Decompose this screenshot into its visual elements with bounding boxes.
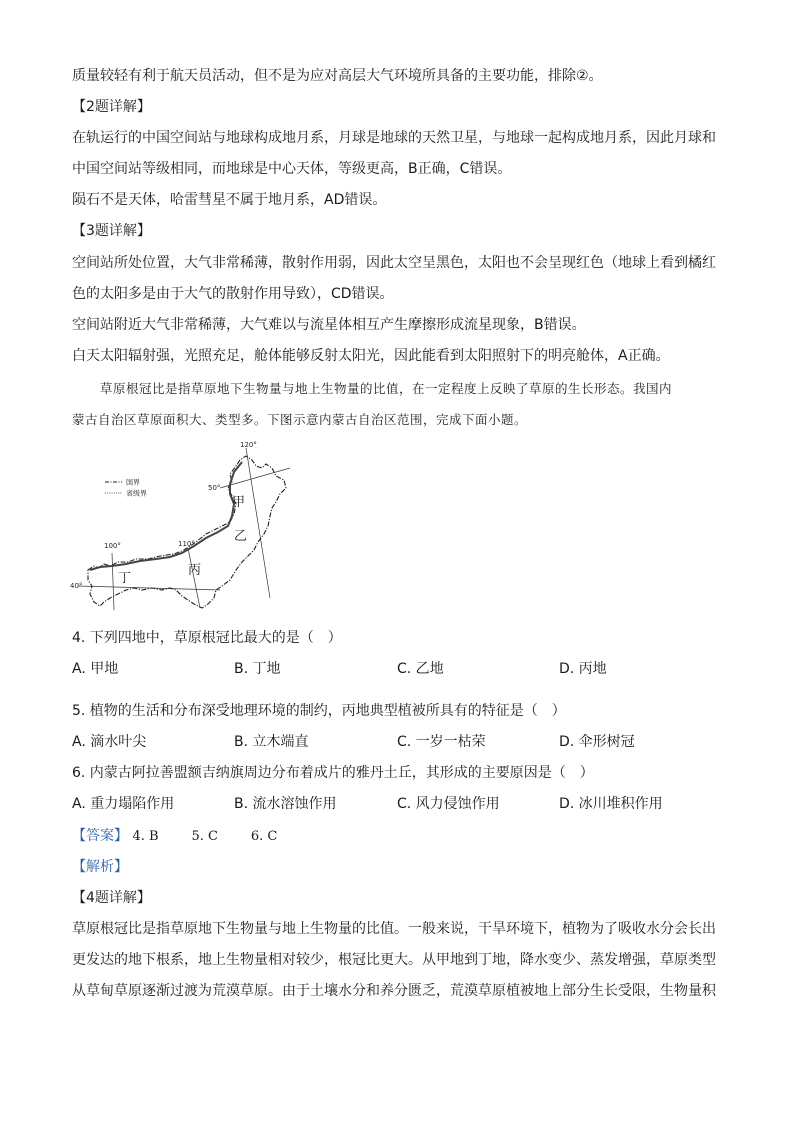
legend-provincial-border-label: 省级界 <box>126 489 147 498</box>
line-p2a: 在轨运行的中国空间站与地球构成地月系，月球是地球的天然卫星，与地球一起构成地月系，因此月球和 <box>72 130 716 146</box>
question-6-stem: 6. 内蒙古阿拉善盟额吉纳旗周边分布着成片的雅丹土丘，其形成的主要原因是（ ） <box>72 765 594 781</box>
inner-mongolia-map <box>70 438 310 623</box>
meridian-100 <box>112 553 114 610</box>
line-p1: 质量较轻有利于航天员活动，但不是为应对高层大气环境所具备的主要功能，排除②。 <box>72 68 603 84</box>
answer-6: 6. C <box>250 829 278 844</box>
line-p2b: 中国空间站等级相同，而地球是中心天体，等级更高，B正确，C错误。 <box>72 161 512 177</box>
meridian-120 <box>246 448 270 598</box>
parallel-40 <box>78 586 220 590</box>
detail4-line-1: 草原根冠比是指草原地下生物量与地上生物量的比值。一般来说，干旱环境下，植物为了吸收水分会长出 <box>72 921 716 937</box>
map-svg <box>70 438 310 623</box>
q5-option-d: D. 伞形树冠 <box>559 734 635 750</box>
q4-option-a: A. 甲地 <box>72 661 119 677</box>
place-yi: 乙 <box>234 529 248 544</box>
tick-100: 100° <box>104 542 121 550</box>
q4-option-c: C. 乙地 <box>397 661 444 677</box>
legend-national-border-label: 国界 <box>126 478 140 487</box>
question-5-stem: 5. 植物的生活和分布深受地理环境的制约，丙地典型植被所具有的特征是（ ） <box>72 703 566 719</box>
meridian-110 <box>188 548 200 608</box>
heading-q4-detail: 【4题详解】 <box>72 890 151 906</box>
place-bing: 丙 <box>188 563 202 578</box>
line-p3a: 空间站所处位置，大气非常稀薄，散射作用弱，因此太空呈黑色，太阳也不会呈现红色（地球上看到橘红 <box>72 255 716 271</box>
q6-option-c: C. 风力侵蚀作用 <box>397 796 500 812</box>
place-ding: 丁 <box>118 571 132 586</box>
analysis-label: 【解析】 <box>72 859 128 875</box>
heading-q3-detail: 【3题详解】 <box>72 223 151 239</box>
q5-option-b: B. 立木端直 <box>234 734 309 750</box>
intro-line-b: 蒙古自治区草原面积大、类型多。下图示意内蒙古自治区范围，完成下面小题。 <box>72 412 528 427</box>
heading-q2-detail: 【2题详解】 <box>72 99 151 115</box>
answer-5: 5. C <box>191 829 218 844</box>
q4-option-b: B. 丁地 <box>234 661 281 677</box>
intro-line-a: 草原根冠比是指草原地下生物量与地上生物量的比值，在一定程度上反映了草原的生长形态。我国内 <box>100 381 673 396</box>
q6-option-d: D. 冰川堆积作用 <box>559 796 663 812</box>
tick-40: 40° <box>70 582 83 590</box>
tick-110: 110° <box>178 540 195 548</box>
answer-row <box>72 826 277 847</box>
q5-option-a: A. 滴水叶尖 <box>72 734 147 750</box>
answer-label: 【答案】 <box>72 828 128 844</box>
tick-50: 50° <box>208 484 221 492</box>
q6-option-b: B. 流水溶蚀作用 <box>234 796 337 812</box>
line-p2c: 陨石不是天体，哈雷彗星不属于地月系，AD错误。 <box>72 192 387 208</box>
tick-120: 120° <box>240 441 257 449</box>
q5-option-c: C. 一岁一枯荣 <box>397 734 486 750</box>
answer-4: 4. B <box>132 829 159 844</box>
line-p3b: 色的太阳多是由于大气的散射作用导致），CD错误。 <box>72 286 394 302</box>
place-jia: 甲 <box>232 495 246 510</box>
detail4-line-2: 更发达的地下根系，地上生物量相对较少，根冠比更大。从甲地到丁地，降水变少、蒸发增强，草原类型 <box>72 952 716 968</box>
q4-option-d: D. 丙地 <box>559 661 607 677</box>
question-4-stem: 4. 下列四地中，草原根冠比最大的是（ ） <box>72 630 342 646</box>
line-p3c: 空间站附近大气非常稀薄，大气难以与流星体相互产生摩擦形成流星现象，B错误。 <box>72 317 586 333</box>
detail4-line-3: 从草甸草原逐渐过渡为荒漠草原。由于土壤水分和养分匮乏，荒漠草原植被地上部分生长受限，生物量积 <box>72 983 716 999</box>
line-p3d: 白天太阳辐射强，光照充足，舱体能够反射太阳光，因此能看到太阳照射下的明亮舱体，A正确。 <box>72 348 670 364</box>
q6-option-a: A. 重力塌陷作用 <box>72 796 175 812</box>
region-inner-fill-edge <box>90 462 242 570</box>
